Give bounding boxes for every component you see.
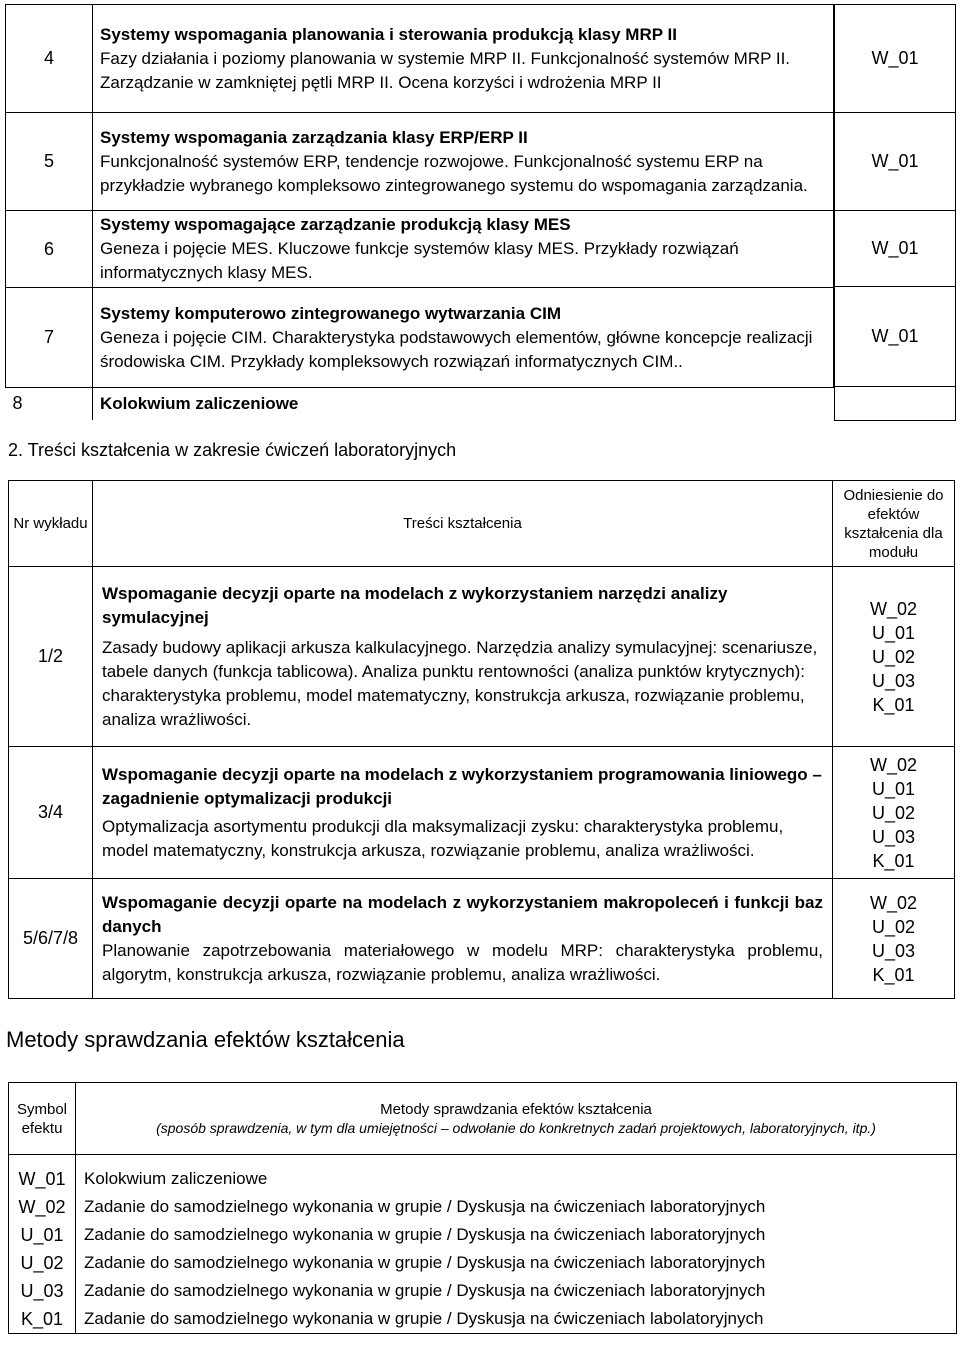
effect-reference: W_01: [835, 287, 956, 387]
effect-reference: U_01: [871, 622, 916, 643]
effect-symbol: W_01: [9, 1165, 76, 1193]
lecture-topic-title: Systemy wspomagania planowania i sterowania produkcją klasy MRP II: [100, 24, 677, 44]
lab-topic-body: Zasady budowy aplikacji arkusza kalkulacyjnego. Narzędzia analizy symulacyjnej: scenariusze, tabele danych (funkcja tablicowa). Analiza punktu rentowności (analiza punktów krytycznych): charakterystyka problemu, model matematyczny, konstrukcja arkusza, rozwiązanie problemu, analiza wrażliwości.: [102, 637, 818, 729]
verification-method: Zadanie do samodzielnego wykonania w grupie / Dyskusja na ćwiczeniach laboratoryjnych: [76, 1193, 957, 1221]
lecture-content: [93, 113, 834, 211]
lab-content-table: [8, 480, 955, 999]
lab-topic-title: Wspomaganie decyzji oparte na modelach z wykorzystaniem narzędzi analizy symulacyjnej: [102, 583, 728, 627]
effect-reference: W_01: [835, 5, 956, 113]
lecture-content-table: [5, 4, 834, 420]
column-header-method-title: Metody sprawdzania efektów kształcenia: [380, 1100, 652, 1118]
lab-topic-body: Optymalizacja asortymentu produkcji dla maksymalizacji zysku: charakterystyka problemu, model matematyczny, konstrukcja arkusza, rozwiązanie problemu, analiza wrażliwości.: [102, 816, 784, 860]
table-header-row: [9, 481, 955, 567]
effect-symbol: K_01: [9, 1305, 76, 1334]
table-row: [9, 567, 955, 747]
lecture-topic-body: Fazy działania i poziomy planowania w systemie MRP II. Funkcjonalność systemów MRP II. Zarządzanie w zamkniętej pętli MRP II. Ocena korzyści i wdrożenia MRP II: [100, 48, 791, 92]
table-row: [9, 1277, 957, 1305]
table-row: [9, 1221, 957, 1249]
lab-number: 3/4: [9, 747, 93, 879]
methods-table: [8, 1082, 957, 1334]
effect-reference-list: [833, 879, 955, 999]
effect-reference: U_02: [871, 646, 916, 667]
lecture-topic-body: Geneza i pojęcie CIM. Charakterystyka podstawowych elementów, główne koncepcje realizacji środowiska CIM. Przykłady kompleksowych rozwiązań informatycznych CIM..: [100, 327, 813, 371]
section-heading-methods: Metody sprawdzania efektów kształcenia: [6, 1027, 405, 1052]
effect-reference: U_01: [871, 778, 916, 799]
effect-reference: U_02: [871, 916, 916, 937]
lecture-content: [93, 288, 834, 388]
effect-reference: K_01: [872, 850, 915, 871]
effect-reference: U_03: [871, 670, 916, 691]
lab-topic-title: Wspomaganie decyzji oparte na modelach z wykorzystaniem makropoleceń i funkcji baz danych: [102, 892, 823, 936]
effect-symbol: W_02: [9, 1193, 76, 1221]
effect-reference: W_02: [869, 598, 918, 619]
verification-method: Zadanie do samodzielnego wykonania w grupie / Dyskusja na ćwiczeniach laboratoryjnych: [76, 1249, 957, 1277]
table-row: [9, 747, 955, 879]
effect-reference: U_03: [871, 826, 916, 847]
lecture-topic-title: Systemy wspomagania zarządzania klasy ERP/ERP II: [100, 127, 528, 147]
lecture-content: [93, 5, 834, 113]
lecture-number: 5: [6, 113, 93, 211]
effect-symbol: U_01: [9, 1221, 76, 1249]
lecture-topic-title: Systemy wspomagające zarządzanie produkcją klasy MES: [100, 215, 571, 234]
column-header-method: [76, 1083, 957, 1155]
lab-content: [93, 879, 833, 999]
effect-reference: W_02: [869, 754, 918, 775]
effect-reference-list: [833, 567, 955, 747]
effect-reference: W_01: [835, 113, 956, 211]
effect-reference: U_02: [871, 802, 916, 823]
lecture-topic-body: Geneza i pojęcie MES. Kluczowe funkcje systemów klasy MES. Przykłady rozwiązań informatycznych klasy MES.: [100, 239, 739, 282]
table-row: [9, 1165, 957, 1193]
verification-method: Zadanie do samodzielnego wykonania w grupie / Dyskusja na ćwiczeniach labolatoryjnych: [76, 1305, 957, 1334]
lecture-content: [93, 211, 834, 288]
column-header-nr: Nr wykładu: [9, 481, 93, 567]
table-row: [6, 288, 834, 388]
lab-topic-body: Planowanie zapotrzebowania materiałowego w modelu MRP: charakterystyka problemu, algorytm, konstrukcja arkusza, rozwiązanie problemu, analiza wrażliwości.: [102, 940, 823, 984]
table-row: [9, 1193, 957, 1221]
table-row: [9, 879, 955, 999]
effect-symbol: U_02: [9, 1249, 76, 1277]
column-header-ref: Odniesienie do efektów kształcenia dla modułu: [833, 481, 955, 567]
verification-method: Zadanie do samodzielnego wykonania w grupie / Dyskusja na ćwiczeniach laboratoryjnych: [76, 1221, 957, 1249]
lab-number: 1/2: [9, 567, 93, 747]
lecture-reference-column: [834, 4, 956, 421]
table-header-row: [9, 1083, 957, 1155]
effect-reference-list: [833, 747, 955, 879]
verification-method: Zadanie do samodzielnego wykonania w grupie / Dyskusja na ćwiczeniach laboratoryjnych: [76, 1277, 957, 1305]
lecture-number: 4: [6, 5, 93, 113]
lab-topic-title: Wspomaganie decyzji oparte na modelach z wykorzystaniem programowania liniowego – zagadnienie optymalizacji produkcji: [102, 764, 822, 808]
table-row: [6, 388, 834, 420]
table-row: [6, 113, 834, 211]
effect-reference: K_01: [872, 964, 915, 985]
column-header-content: Treści kształcenia: [93, 481, 833, 567]
lecture-number: 7: [6, 288, 93, 388]
table-row: [9, 1305, 957, 1334]
column-header-symbol: Symbol efektu: [9, 1083, 76, 1155]
table-row: [6, 211, 834, 288]
column-header-method-subtitle: (sposób sprawdzenia, w tym dla umiejętności – odwołanie do konkretnych zadań projektowych, laboratoryjnych, itp.): [156, 1119, 876, 1136]
effect-reference: W_02: [869, 892, 918, 913]
lecture-topic-title: Kolokwium zaliczeniowe: [100, 393, 299, 413]
lecture-number: 8: [6, 388, 93, 420]
effect-symbol: U_03: [9, 1277, 76, 1305]
lab-number: 5/6/7/8: [9, 879, 93, 999]
lecture-topic-title: Systemy komputerowo zintegrowanego wytwarzania CIM: [100, 303, 561, 323]
effect-reference: K_01: [872, 694, 915, 715]
lab-content: [93, 747, 833, 879]
verification-method: Kolokwium zaliczeniowe: [76, 1165, 957, 1193]
lab-content: [93, 567, 833, 747]
effect-reference: W_01: [835, 211, 956, 287]
lecture-number: 6: [6, 211, 93, 288]
table-row: [6, 5, 834, 113]
lecture-topic-body: Funkcjonalność systemów ERP, tendencje rozwojowe. Funkcjonalność systemu ERP na przykładzie wybranego kompleksowo zintegrowanego systemu do wspomagania zarządzania.: [100, 151, 808, 195]
effect-reference: U_03: [871, 940, 916, 961]
section-heading-lab: 2. Treści kształcenia w zakresie ćwiczeń laboratoryjnych: [8, 440, 457, 460]
table-row: [9, 1249, 957, 1277]
